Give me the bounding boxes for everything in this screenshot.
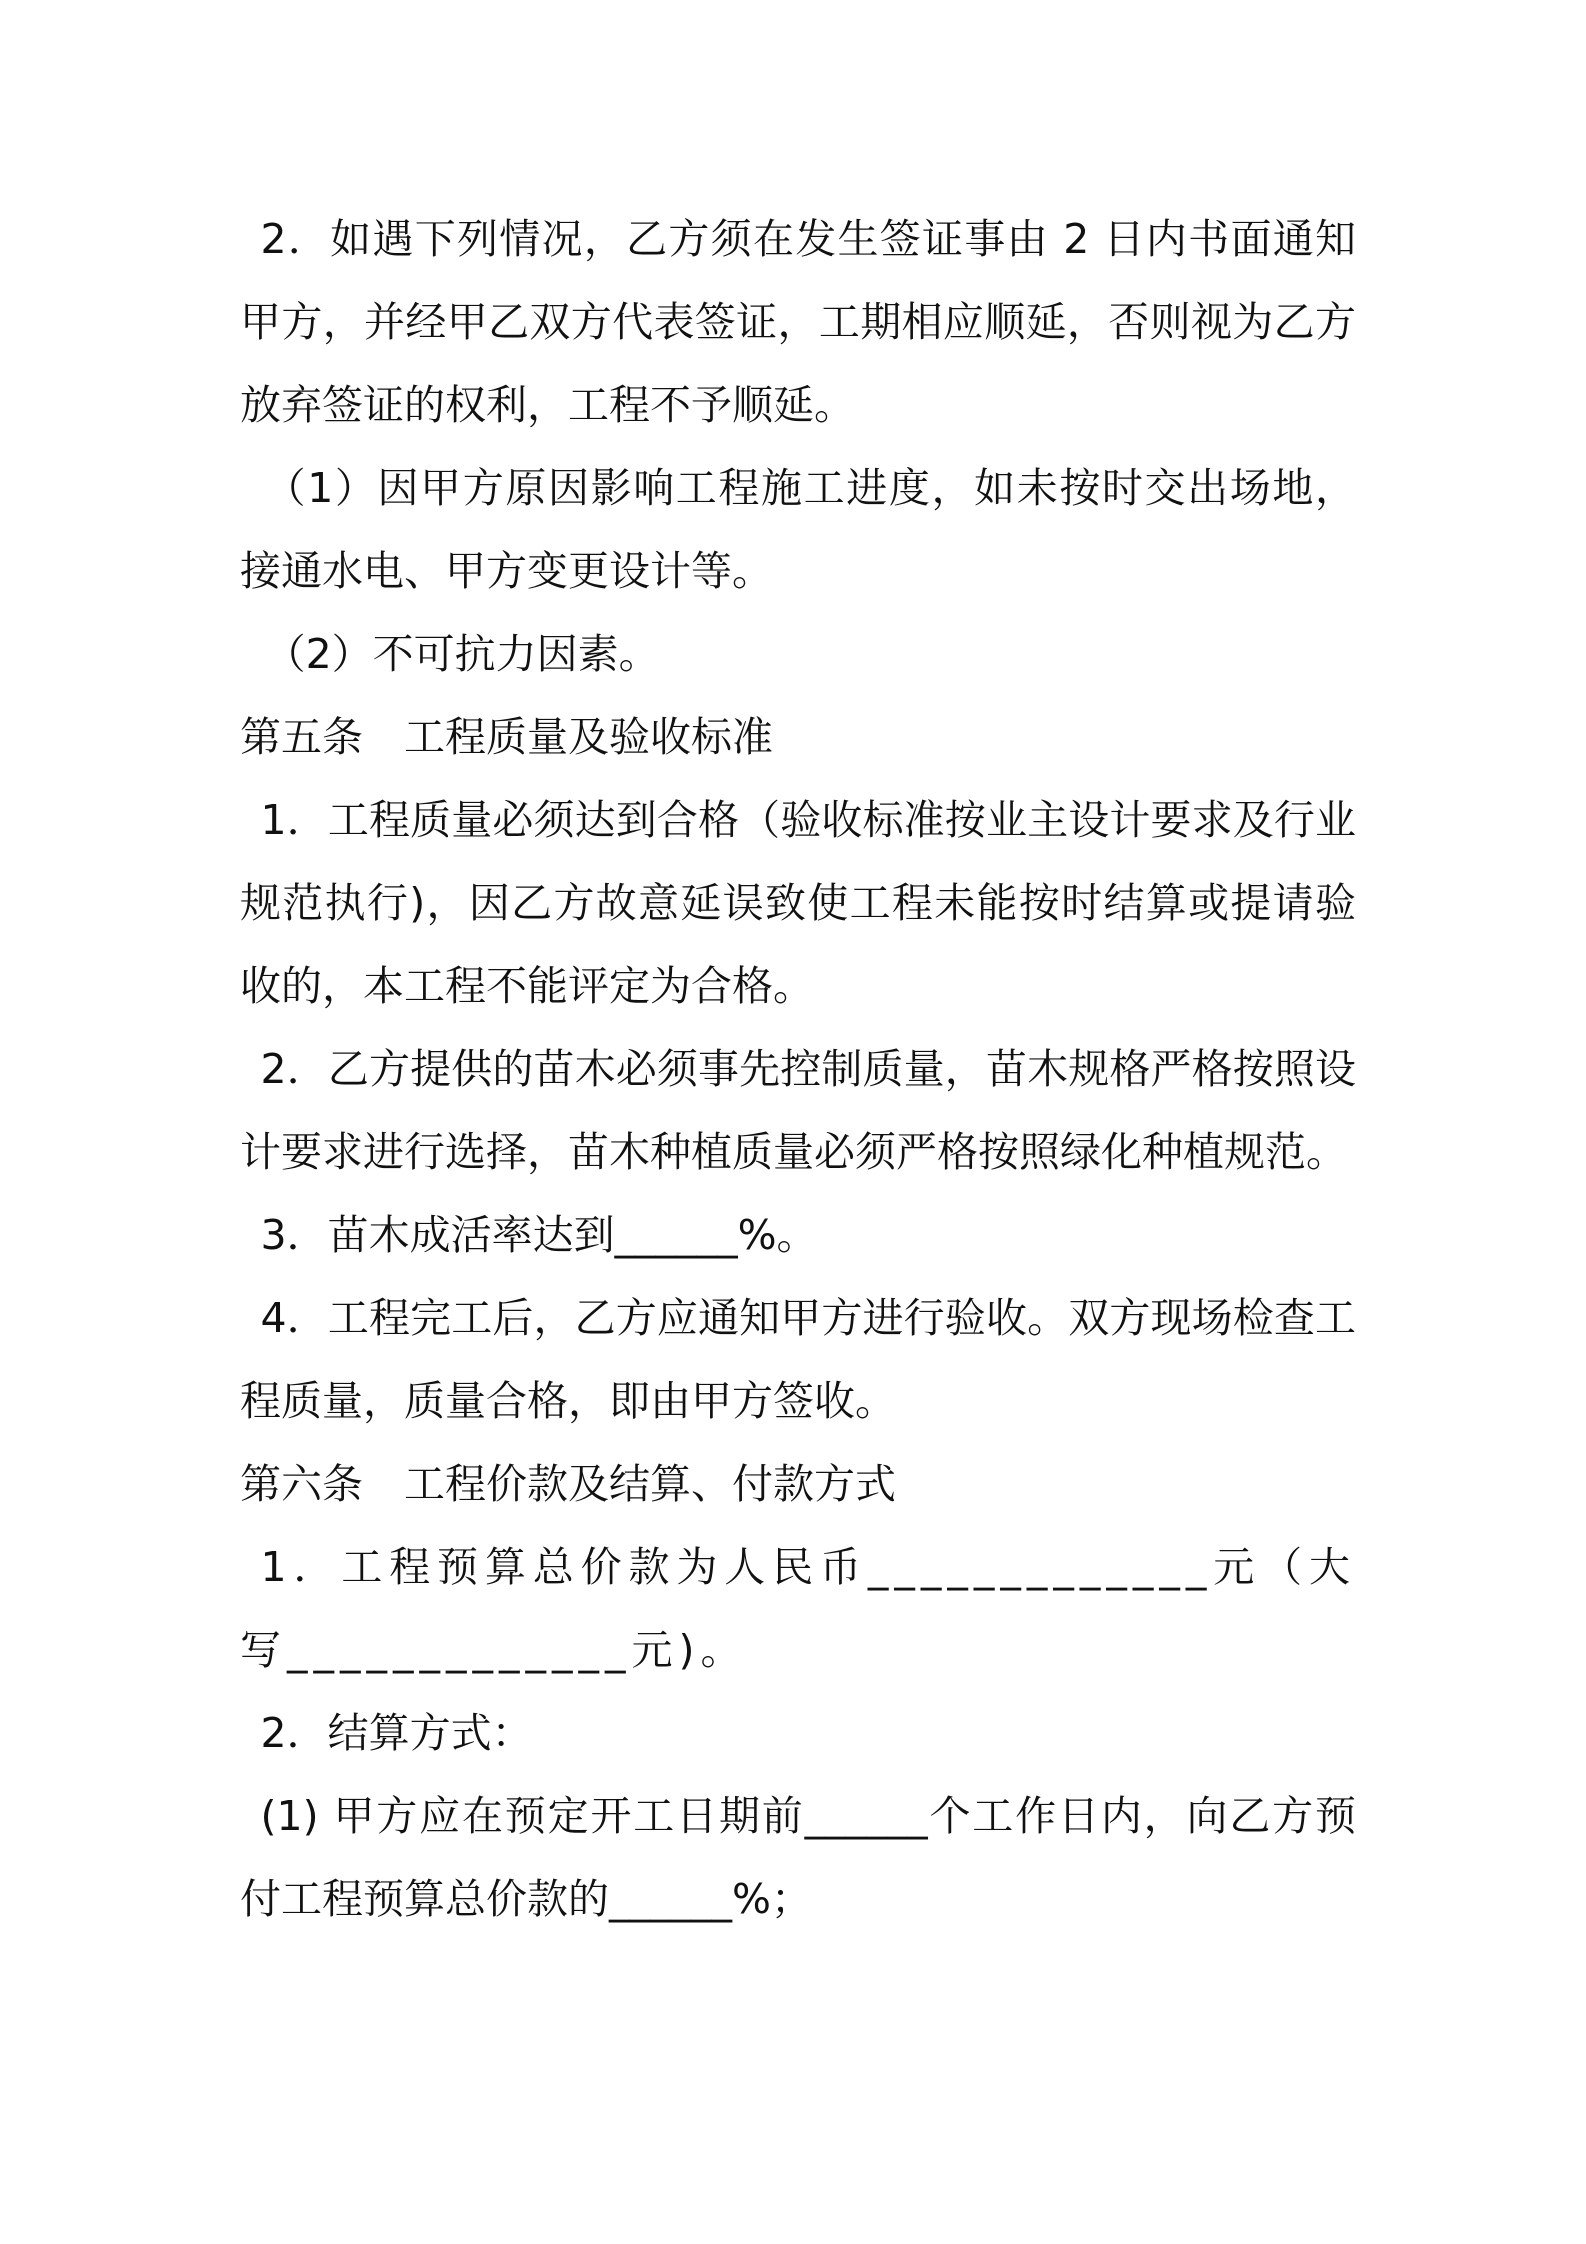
clause-6-item-1: 1．工程预算总价款为人民币_____________元（大写_____________元)。 xyxy=(240,1543,1356,1674)
clause-6-item-2: 2．结算方式： xyxy=(260,1709,533,1757)
clause-6-item-2-sub-1: (1) 甲方应在预定开工日期前______个工作日内，向乙方预付工程预算总价款的______%； xyxy=(240,1792,1356,1923)
clause-5-item-4: 4．工程完工后，乙方应通知甲方进行验收。双方现场检查工程质量，质量合格，即由甲方签收。 xyxy=(240,1294,1356,1425)
clause-6-heading: 第六条 工程价款及结算、付款方式 xyxy=(240,1460,896,1508)
clause-4-item-2-sub-1: （1）因甲方原因影响工程施工进度，如未按时交出场地，接通水电、甲方变更设计等。 xyxy=(240,464,1356,595)
document-body xyxy=(240,198,1356,1941)
clause-5-item-1: 1．工程质量必须达到合格（验收标准按业主设计要求及行业规范执行)，因乙方故意延误致使工程未能按时结算或提请验收的，本工程不能评定为合格。 xyxy=(240,796,1356,1010)
clause-4-item-2-sub-2: （2）不可抗力因素。 xyxy=(264,630,660,678)
clause-4-item-2: 2．如遇下列情况，乙方须在发生签证事由 2 日内书面通知甲方，并经甲乙双方代表签证，工期相应顺延，否则视为乙方放弃签证的权利，工程不予顺延。 xyxy=(240,215,1356,429)
clause-5-item-2: 2．乙方提供的苗木必须事先控制质量，苗木规格严格按照设计要求进行选择，苗木种植质量必须严格按照绿化种植规范。 xyxy=(240,1045,1356,1176)
clause-5-item-3: 3．苗木成活率达到______%。 xyxy=(260,1211,818,1259)
clause-5-heading: 第五条 工程质量及验收标准 xyxy=(240,713,773,761)
